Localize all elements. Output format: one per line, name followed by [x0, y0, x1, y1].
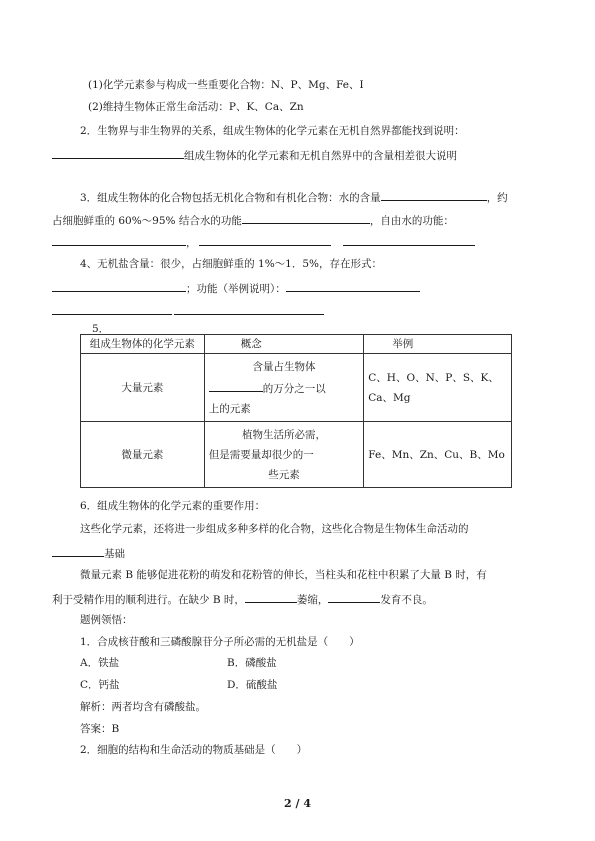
- cell-text: 植物生活所必需，: [241, 428, 326, 441]
- table-row: [81, 354, 512, 422]
- text-segment: 发育不良。: [380, 594, 433, 606]
- cell-text: C、H、O、N、P、S、K、: [368, 371, 499, 384]
- table-header-row: [81, 335, 512, 354]
- cell-text: Ca、Mg: [368, 391, 411, 404]
- text-segment: ，自由水的功能：: [369, 215, 454, 227]
- text-line: [52, 591, 433, 607]
- table-cell: 大量元素: [81, 354, 205, 422]
- table-cell: [204, 354, 364, 422]
- text-segment: 3．组成生物体的化合物包括无机化合物和有机化合物：水的含量: [80, 192, 381, 204]
- cell-text: [209, 380, 360, 396]
- fill-blank: [52, 147, 184, 159]
- text-segment: 萎缩，: [296, 594, 329, 606]
- text-line: 5．: [92, 323, 110, 335]
- text-line: 4、无机盐含量：很少，占细胞鲜重的 1%～1．5%，存在形式：: [80, 258, 383, 270]
- text-line: 1．合成核苷酸和三磷酸腺苷分子所必需的无机盐是（ ）: [80, 636, 360, 648]
- cell-text: 但是需要量却很少的一: [208, 448, 314, 461]
- table-cell: Fe、Mn、Zn、Cu、B、Mo: [364, 422, 512, 488]
- page-number: 2 / 4: [284, 797, 311, 810]
- text-line: [52, 147, 457, 163]
- fill-blank: [343, 234, 475, 246]
- cell-text: 些元素: [268, 468, 300, 481]
- text-line: 解析：两者均含有磷酸盐。: [80, 701, 206, 713]
- table-cell: [204, 422, 364, 488]
- text-line: (1)化学元素参与构成一些重要化合物：N、P、Mg、Fe、I: [88, 79, 364, 91]
- text-line: 答案：B: [80, 723, 120, 735]
- fill-blank: [52, 303, 172, 315]
- fill-blank: [209, 380, 263, 392]
- table-cell: [364, 354, 512, 422]
- text-line: 2．细胞的结构和生命活动的物质基础是（ ）: [80, 744, 308, 756]
- fill-blank: [199, 234, 331, 246]
- table-header-cell: 概念: [204, 335, 364, 354]
- text-line: 微量元素 B 能够促进花粉的萌发和花粉管的伸长，当柱头和花柱中积累了大量 B 时，有: [80, 569, 487, 581]
- text-line: [52, 280, 420, 296]
- option-b: B．磷酸盐: [227, 657, 277, 669]
- text-line: 题例领悟：: [80, 614, 133, 626]
- table-cell: 微量元素: [81, 422, 205, 488]
- text-line: 2．生物界与非生物界的关系，组成生物体的化学元素在无机自然界都能找到说明：: [80, 125, 465, 137]
- fill-blank: [286, 280, 420, 292]
- element-table: [80, 334, 512, 488]
- text-line: [52, 303, 324, 319]
- text-segment: 组成生物体的化学元素和无机自然界中的含量相差很大说明: [184, 150, 457, 162]
- text-line: [80, 189, 508, 205]
- table-header-cell: 举例: [364, 335, 512, 354]
- text-line: [52, 212, 454, 228]
- fill-blank: [52, 234, 186, 246]
- table-header-cell: 组成生物体的化学元素: [81, 335, 205, 354]
- table-row: [81, 422, 512, 488]
- fill-blank: [242, 212, 370, 224]
- fill-blank: [328, 591, 380, 603]
- cell-text: 的万分之一以: [262, 382, 326, 395]
- fill-blank: [174, 303, 324, 315]
- fill-blank: [52, 545, 104, 557]
- text-segment: ；功能（举例说明）：: [186, 283, 286, 295]
- text-line: [52, 545, 125, 561]
- text-line: 6．组成生物体的化学元素的重要作用：: [80, 500, 266, 512]
- text-segment: 占细胞鲜重的 60%～95% 结合水的功能: [52, 215, 242, 227]
- text-segment: 基础: [104, 548, 125, 560]
- text-line: 这些化学元素，还将进一步组成多种多样的化合物，这些化合物是生物体生命活动的: [80, 523, 469, 535]
- option-c: C．钙盐: [80, 679, 120, 691]
- fill-blank: [245, 591, 297, 603]
- option-d: D．硫酸盐: [227, 679, 278, 691]
- text-segment: 利于受精作用的顺利进行。在缺少 B 时，: [52, 594, 245, 606]
- cell-text: 上的元素: [208, 402, 251, 415]
- text-line: (2)维持生物体正常生命活动：P、K、Ca、Zn: [88, 101, 304, 113]
- text-line: [52, 234, 475, 250]
- option-a: A．铁盐: [80, 657, 120, 669]
- text-segment: ，约: [486, 192, 508, 204]
- fill-blank: [52, 280, 186, 292]
- fill-blank: [381, 189, 487, 201]
- text-segment: ，: [186, 237, 197, 249]
- cell-text: 含量占生物体: [252, 360, 316, 373]
